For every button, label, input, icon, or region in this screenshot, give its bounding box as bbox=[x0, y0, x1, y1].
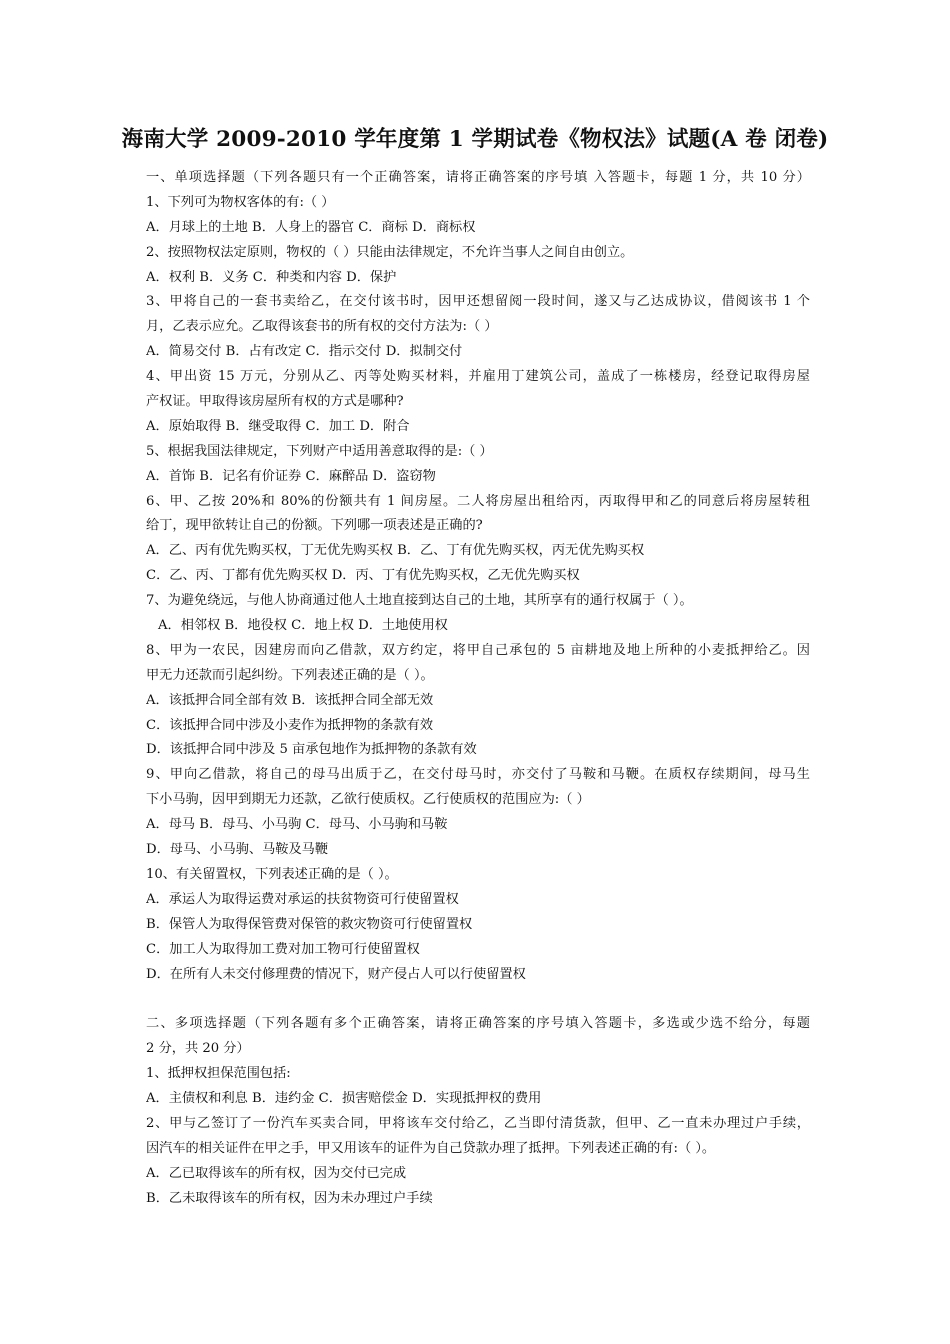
text-line: 2 分，共 20 分） bbox=[146, 1041, 250, 1057]
text-line: 一、单项选择题（下列各题只有一个正确答案，请将正确答案的序号填 入答题卡，每题 1 分，共 10 分） bbox=[146, 170, 810, 185]
text-line: 产权证。甲取得该房屋所有权的方式是哪种? bbox=[146, 394, 404, 410]
text-line: 给丁，现甲欲转让自己的份额。下列哪一项表述是正确的? bbox=[146, 518, 483, 534]
text-line: 8、甲为一农民，因建房而向乙借款，双方约定，将甲自己承包的 5 亩耕地及地上所种的小麦抵押给乙。因 bbox=[146, 642, 810, 658]
blank-line bbox=[146, 987, 810, 1012]
exam-body bbox=[146, 166, 810, 1211]
text-line: 6、甲、乙按 20%和 80%的份额共有 1 间房屋。二人将房屋出租给丙，丙取得甲和乙的同意后将房屋转租 bbox=[146, 493, 810, 509]
text-line: 月，乙表示应允。乙取得该套书的所有权的交付方法为:（ ） bbox=[146, 319, 498, 335]
text-line: 下小马驹，因甲到期无力还款，乙欲行使质权。乙行使质权的范围应为:（ ） bbox=[146, 792, 590, 808]
text-line: 9、甲向乙借款，将自己的母马出质于乙，在交付母马时，亦交付了马鞍和马鞭。在质权存续期间，母马生 bbox=[146, 767, 810, 783]
text-line: A．乙、丙有优先购买权，丁无优先购买权 B．乙、丁有优先购买权，丙无优先购买权 bbox=[146, 543, 645, 559]
text-line: A．首饰 B．记名有价证券 C．麻醉品 D．盗窃物 bbox=[146, 468, 436, 484]
exam-title: 海南大学 2009-2010 学年度第 1 学期试卷《物权法》试题(A 卷 闭卷) bbox=[121, 127, 829, 152]
text-line: A．母马 B．母马、小马驹 C．母马、小马驹和马鞍 bbox=[146, 817, 448, 833]
text-line: D．该抵押合同中涉及 5 亩承包地作为抵押物的条款有效 bbox=[146, 742, 477, 758]
text-line: C．乙、丙、丁都有优先购买权 D．丙、丁有优先购买权，乙无优先购买权 bbox=[146, 568, 580, 584]
text-line: 因汽车的相关证件在甲之手，甲又用该车的证件为自己贷款办理了抵押。下列表述正确的有:（ ）。 bbox=[146, 1140, 716, 1156]
text-line: 1、下列可为物权客体的有:（ ） bbox=[146, 194, 335, 210]
text-line: A．权利 B．义务 C．种类和内容 D．保护 bbox=[146, 269, 397, 285]
text-line: A．该抵押合同全部有效 B．该抵押合同全部无效 bbox=[146, 692, 434, 708]
text-line: A．主债权和利息 B．违约金 C．损害赔偿金 D．实现抵押权的费用 bbox=[146, 1090, 542, 1106]
text-line: 10、有关留置权，下列表述正确的是（ ）。 bbox=[146, 866, 398, 882]
text-line: D．母马、小马驹、马鞍及马鞭 bbox=[146, 842, 329, 858]
text-line: 2、按照物权法定原则，物权的（ ）只能由法律规定，不允许当事人之间自由创立。 bbox=[146, 244, 634, 260]
text-line: 甲无力还款而引起纠纷。下列表述正确的是（ ）。 bbox=[146, 667, 434, 683]
text-line: C．该抵押合同中涉及小麦作为抵押物的条款有效 bbox=[146, 717, 434, 733]
text-line: 4、甲出资 15 万元，分别从乙、丙等处购买材料，并雇用丁建筑公司，盖成了一栋楼房，经登记取得房屋 bbox=[146, 369, 810, 385]
text-line: A．承运人为取得运费对承运的扶贫物资可行使留置权 bbox=[146, 891, 459, 907]
text-line: 2、甲与乙签订了一份汽车买卖合同，甲将该车交付给乙，乙当即付清货款，但甲、乙一直未办理过户手续， bbox=[146, 1115, 810, 1131]
text-line: A．乙已取得该车的所有权，因为交付已完成 bbox=[146, 1165, 407, 1181]
text-line: B．保管人为取得保管费对保管的救灾物资可行使留置权 bbox=[146, 916, 473, 932]
text-line: C．加工人为取得加工费对加工物可行使留置权 bbox=[146, 941, 420, 957]
text-line: A．原始取得 B．继受取得 C．加工 D．附合 bbox=[146, 418, 410, 434]
text-line: A．月球上的土地 B．人身上的器官 C．商标 D．商标权 bbox=[146, 219, 476, 235]
text-line: 7、为避免绕远，与他人协商通过他人土地直接到达自己的土地，其所享有的通行权属于（ ）。 bbox=[146, 593, 693, 609]
text-line: D．在所有人未交付修理费的情况下，财产侵占人可以行使留置权 bbox=[146, 966, 526, 982]
text-line: 1、抵押权担保范围包括: bbox=[146, 1066, 291, 1082]
text-line: B．乙未取得该车的所有权，因为未办理过户手续 bbox=[146, 1190, 433, 1206]
text-line: A．相邻权 B．地役权 C．地上权 D．土地使用权 bbox=[158, 618, 448, 634]
text-line: 5、根据我国法律规定，下列财产中适用善意取得的是:（ ） bbox=[146, 443, 493, 459]
text-line: 3、甲将自己的一套书卖给乙，在交付该书时，因甲还想留阅一段时间，遂又与乙达成协议，借阅该书 1 个 bbox=[146, 294, 810, 310]
text-line: 二、多项选择题（下列各题有多个正确答案，请将正确答案的序号填入答题卡，多选或少选不给分，每题 bbox=[146, 1016, 810, 1032]
text-line: A．简易交付 B．占有改定 C．指示交付 D．拟制交付 bbox=[146, 344, 463, 360]
